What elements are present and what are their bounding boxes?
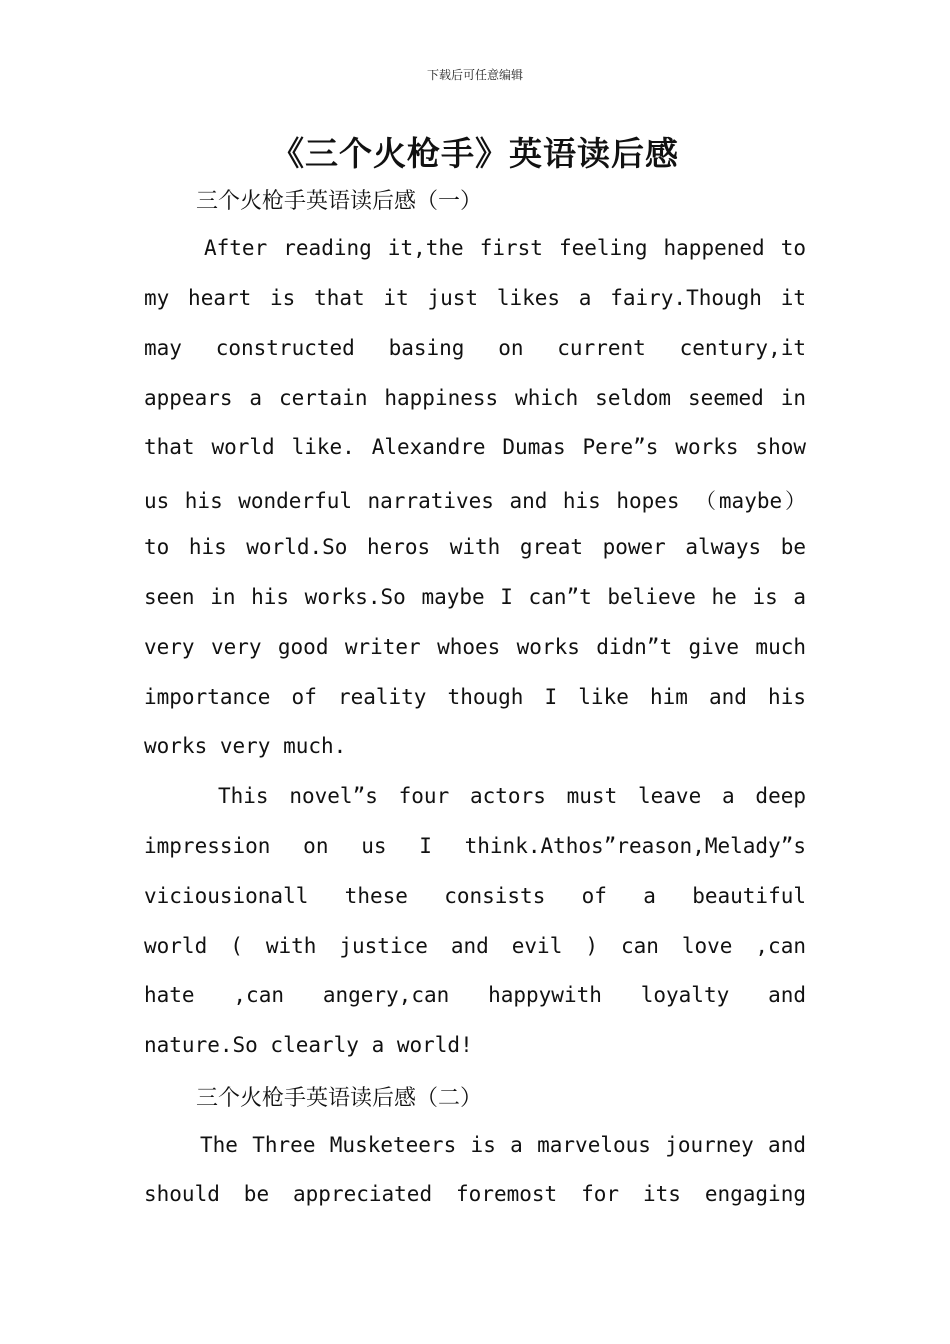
text-line: should be appreciated foremost for its engaging <box>144 1182 806 1206</box>
text-line: us his wonderful narratives and his hopes （maybe） <box>144 489 806 513</box>
text-line: very very good writer whoes works didn”t give much <box>144 635 806 659</box>
text-line: hate ,can angery,can happywith loyalty and <box>144 983 806 1007</box>
text-line: world ( with justice and evil ) can love ,can <box>144 934 806 958</box>
text-line: importance of reality though I like him and his <box>144 685 806 709</box>
text-line: to his world.So heros with great power always be <box>144 535 806 559</box>
text-line: my heart is that it just likes a fairy.Though it <box>144 286 806 310</box>
text-line: nature.So clearly a world! <box>144 1033 473 1057</box>
text-line: seen in his works.So maybe I can”t believe he is a <box>144 585 806 609</box>
text-line: may constructed basing on current century,it <box>144 336 806 360</box>
header-note: 下载后可任意编辑 <box>426 68 523 82</box>
text-line: The Three Musketeers is a marvelous journey and <box>200 1133 806 1157</box>
text-line: that world like. Alexandre Dumas Pere”s works show <box>144 435 806 459</box>
text-line: works very much. <box>144 734 347 758</box>
text-line: viciousionall these consists of a beautiful <box>144 884 806 908</box>
document-title: 《三个火枪手》英语读后感 <box>271 134 679 173</box>
text-line: appears a certain happiness which seldom seemed in <box>144 386 806 410</box>
section-heading-2: 三个火枪手英语读后感（二） <box>196 1086 483 1111</box>
text-line: After reading it,the first feeling happened to <box>204 236 806 260</box>
text-line: impression on us I think.Athos”reason,Melady”s <box>144 834 806 858</box>
text-line: This novel”s four actors must leave a deep <box>218 784 806 808</box>
section-heading-1: 三个火枪手英语读后感（一） <box>196 189 483 214</box>
